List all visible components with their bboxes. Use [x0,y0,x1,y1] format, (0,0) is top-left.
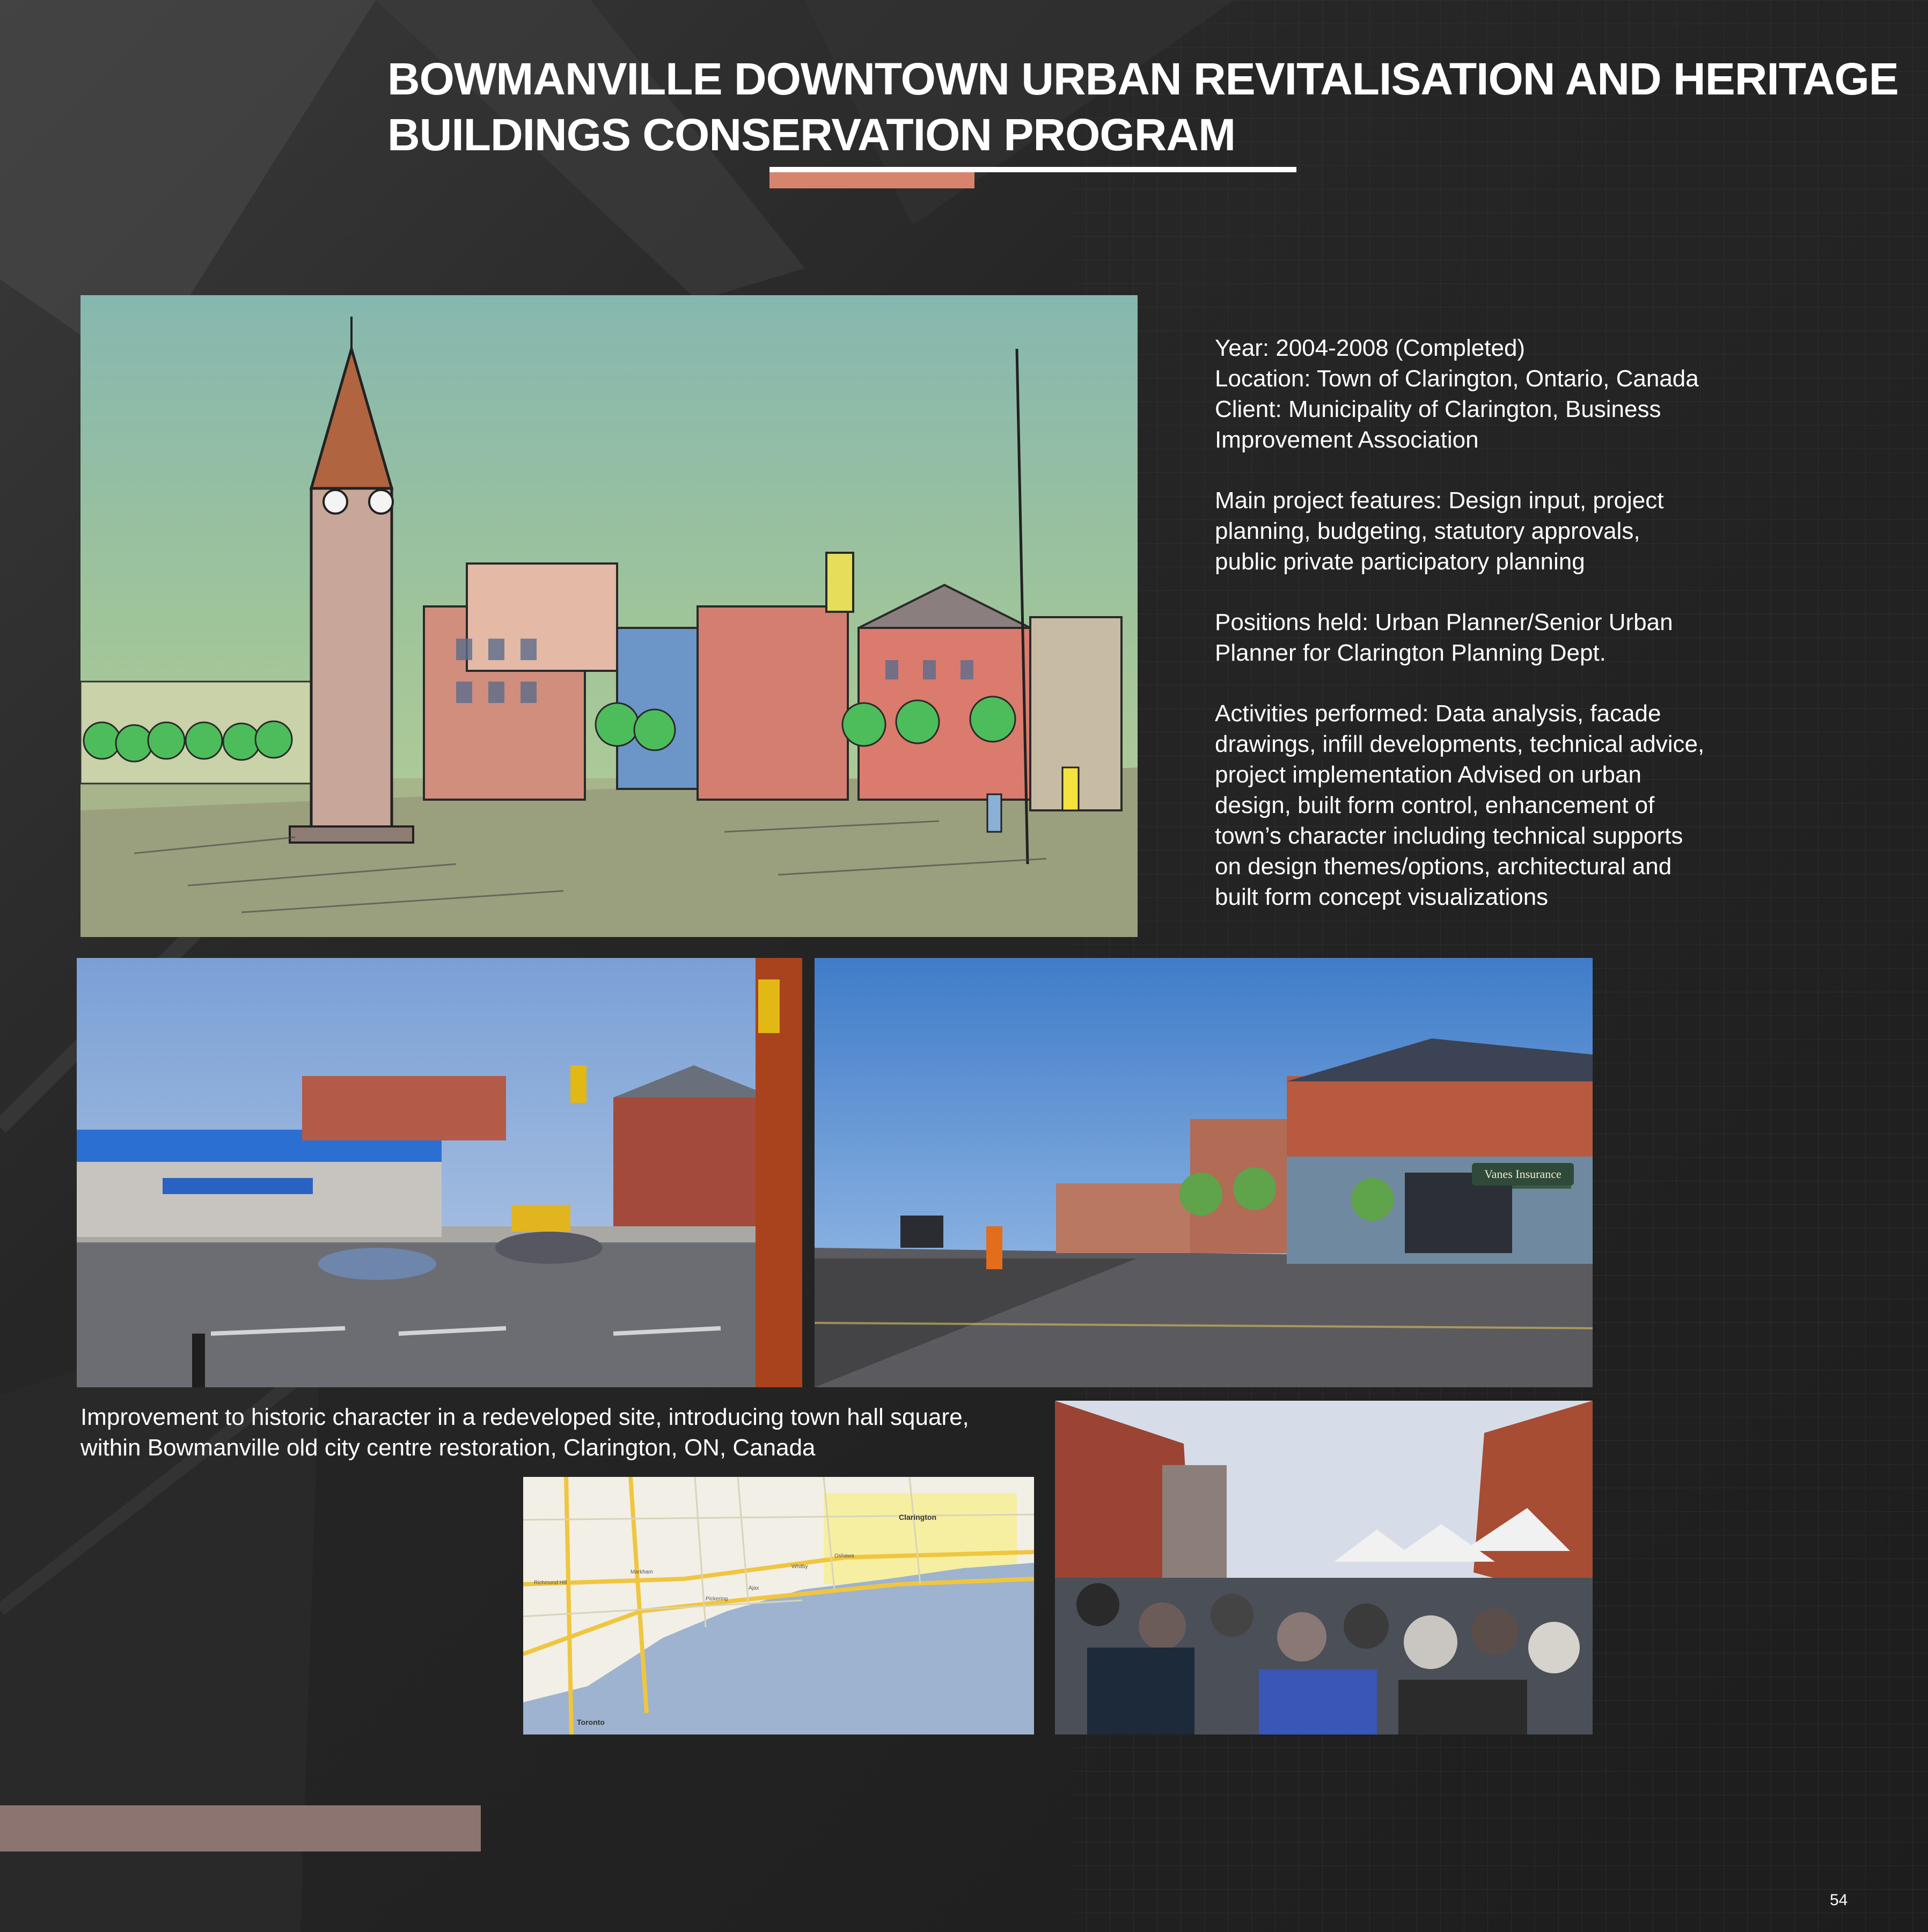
activities-text-cont: built form concept visualizations [1215,884,1549,910]
activities-text-cont: design, built form control, enhancement of [1215,792,1655,818]
client-text: Client: Municipality of Clarington, Business [1215,396,1661,422]
map-label-clarington: Clarington [899,1513,936,1521]
activities-performed [1215,698,1848,912]
features-text-cont: planning, budgeting, statutory approvals, [1215,518,1640,544]
main-street-photo [815,958,1593,1387]
map-label-ajax: Ajax [749,1585,759,1591]
activities-text-cont: drawings, infill developments, technical advice, [1215,731,1705,757]
project-info [1215,333,1848,912]
project-features [1215,485,1848,577]
map-label-markham: Markham [631,1569,653,1575]
features-text-cont: public private participatory planning [1215,548,1585,575]
map-label-pickering: Pickering [706,1596,728,1602]
activities-text-cont: town’s character including technical supports [1215,823,1683,849]
storefront-sign: Vanes Insurance [1484,1167,1562,1181]
activities-text: Activities performed: Data analysis, facade [1215,700,1661,727]
clock-tower-concept-sketch [80,295,1138,937]
positions-text-cont: Planner for Clarington Planning Dept. [1215,640,1606,666]
map-label-richmond-hill: Richmond Hill [534,1580,567,1586]
map-label-whitby: Whitby [791,1564,808,1570]
title-line-1: BOWMANVILLE DOWNTOWN URBAN REVITALISATION AND HERITAGE [387,54,1898,104]
activities-text-cont: project implementation Advised on urban [1215,762,1641,788]
location-text: Location: Town of Clarington, Ontario, Canada [1215,365,1699,392]
title-line-2: BUILDINGS CONSERVATION PROGRAM [387,109,1236,160]
map-label-toronto: Toronto [577,1718,605,1726]
map-label-oshawa: Oshawa [834,1553,854,1559]
positions-held [1215,607,1848,668]
title-accent-bar [769,172,974,188]
bottom-accent-bar [0,1805,481,1851]
page-number: 54 [1830,1891,1848,1909]
caption-line-2: within Bowmanville old city centre restoration, Clarington, ON, Canada [80,1435,816,1461]
year-text: Year: 2004-2008 (Completed) [1215,335,1526,361]
intersection-photo [77,958,802,1387]
positions-text: Positions held: Urban Planner/Senior Urban [1215,609,1673,635]
location-map [523,1477,1034,1735]
photo-caption [80,1402,1046,1463]
title-underline [769,167,1296,172]
page-title [387,51,1901,163]
street-festival-photo [1055,1401,1593,1735]
project-meta [1215,333,1848,455]
client-text-cont: Improvement Association [1215,427,1479,453]
features-text: Main project features: Design input, project [1215,487,1664,514]
activities-text-cont: on design themes/options, architectural and [1215,853,1672,880]
caption-line-1: Improvement to historic character in a redeveloped site, introducing town hall square, [80,1404,969,1430]
